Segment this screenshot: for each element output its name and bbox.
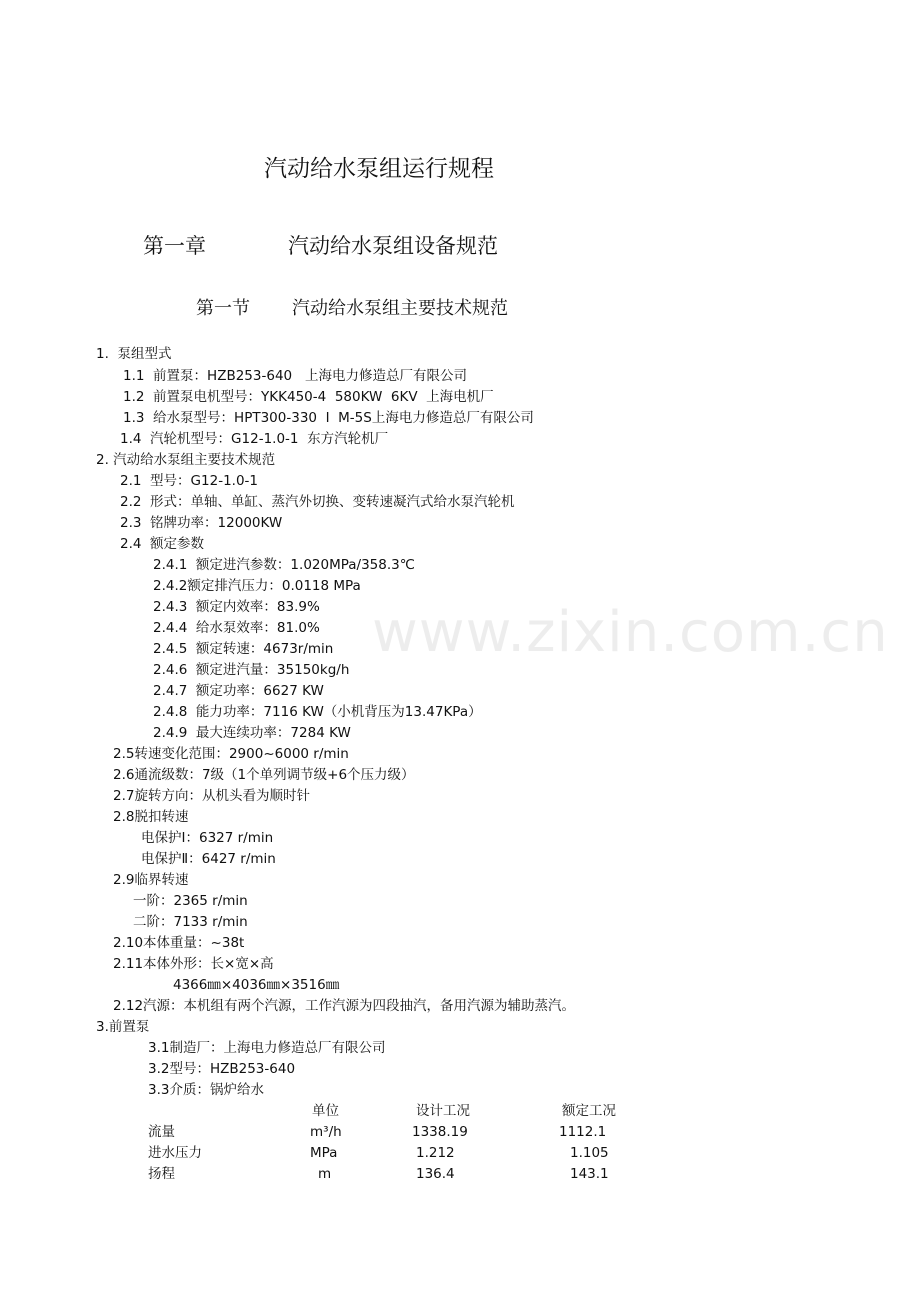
document-title: 汽动给水泵组运行规程 <box>264 156 494 182</box>
section-title: 汽动给水泵组主要技术规范 <box>292 298 508 319</box>
list-item: 2.4.1 额定进汽参数：1.020MPa/358.3℃ <box>153 557 415 573</box>
list-item: 2.2 形式：单轴、单缸、蒸汽外切换、变转速凝汽式给水泵汽轮机 <box>120 494 515 510</box>
watermark: www.zixin.com.cn <box>372 600 889 665</box>
list-item: 2.4 额定参数 <box>120 536 205 552</box>
list-item: 2.11本体外形：长×宽×高 <box>113 956 274 972</box>
list-item: 二阶：7133 r/min <box>133 914 248 930</box>
table-cell: m³/h <box>310 1124 342 1140</box>
list-item: 3.1制造厂：上海电力修造总厂有限公司 <box>148 1040 386 1056</box>
table-cell: 进水压力 <box>148 1145 202 1161</box>
list-item: 2.9临界转速 <box>113 872 189 888</box>
list-item: 2.4.9 最大连续功率：7284 KW <box>153 725 351 741</box>
list-item: 2.4.2额定排汽压力：0.0118 MPa <box>153 578 361 594</box>
list-item: 2.5转速变化范围：2900~6000 r/min <box>113 746 349 762</box>
list-item: 2. 汽动给水泵组主要技术规范 <box>96 452 276 468</box>
table-header-rated: 额定工况 <box>562 1103 616 1119</box>
list-item: 3.3介质：锅炉给水 <box>148 1082 264 1098</box>
table-cell: 1.212 <box>416 1145 455 1161</box>
chapter-number: 第一章 <box>143 234 206 258</box>
list-item: 4366㎜×4036㎜×3516㎜ <box>173 977 340 993</box>
list-item: 1. 泵组型式 <box>96 346 172 362</box>
list-item: 电保护Ⅰ：6327 r/min <box>141 830 274 846</box>
table-header-design: 设计工况 <box>416 1103 470 1119</box>
table-cell: 136.4 <box>416 1166 455 1182</box>
list-item: 2.4.3 额定内效率：83.9% <box>153 599 320 615</box>
list-item: 2.3 铭牌功率：12000KW <box>120 515 283 531</box>
list-item: 1.3 给水泵型号：HPT300-330 Ⅰ M-5S上海电力修造总厂有限公司 <box>123 410 534 426</box>
list-item: 3.前置泵 <box>96 1019 150 1035</box>
list-item: 2.1 型号：G12-1.0-1 <box>120 473 258 489</box>
table-cell: 143.1 <box>570 1166 609 1182</box>
list-item: 2.8脱扣转速 <box>113 809 189 825</box>
list-item: 2.6通流级数：7级（1个单列调节级+6个压力级） <box>113 767 415 783</box>
table-cell: m <box>318 1166 332 1182</box>
table-cell: 流量 <box>148 1124 175 1140</box>
table-header-unit: 单位 <box>312 1103 339 1119</box>
list-item: 1.2 前置泵电机型号：YKK450-4 580KW 6KV 上海电机厂 <box>123 389 494 405</box>
list-item: 1.1 前置泵：HZB253-640 上海电力修造总厂有限公司 <box>123 368 467 384</box>
list-item: 2.4.5 额定转速：4673r/min <box>153 641 334 657</box>
list-item: 电保护Ⅱ：6427 r/min <box>141 851 276 867</box>
table-cell: 1112.1 <box>559 1124 607 1140</box>
list-item: 2.4.6 额定进汽量：35150kg/h <box>153 662 350 678</box>
section-number: 第一节 <box>196 298 250 319</box>
table-cell: 1.105 <box>570 1145 609 1161</box>
list-item: 2.7旋转方向：从机头看为顺时针 <box>113 788 310 804</box>
list-item: 2.10本体重量：~38t <box>113 935 245 951</box>
list-item: 2.4.4 给水泵效率：81.0% <box>153 620 320 636</box>
table-cell: MPa <box>310 1145 338 1161</box>
table-cell: 扬程 <box>148 1166 175 1182</box>
list-item: 2.4.7 额定功率：6627 KW <box>153 683 324 699</box>
list-item: 一阶：2365 r/min <box>133 893 248 909</box>
list-item: 2.4.8 能力功率：7116 KW（小机背压为13.47KPa） <box>153 704 482 720</box>
list-item: 2.12汽源：本机组有两个汽源，工作汽源为四段抽汽，备用汽源为辅助蒸汽。 <box>113 998 576 1014</box>
list-item: 3.2型号：HZB253-640 <box>148 1061 296 1077</box>
table-cell: 1338.19 <box>412 1124 468 1140</box>
list-item: 1.4 汽轮机型号：G12-1.0-1 东方汽轮机厂 <box>120 431 389 447</box>
chapter-title: 汽动给水泵组设备规范 <box>288 234 498 258</box>
